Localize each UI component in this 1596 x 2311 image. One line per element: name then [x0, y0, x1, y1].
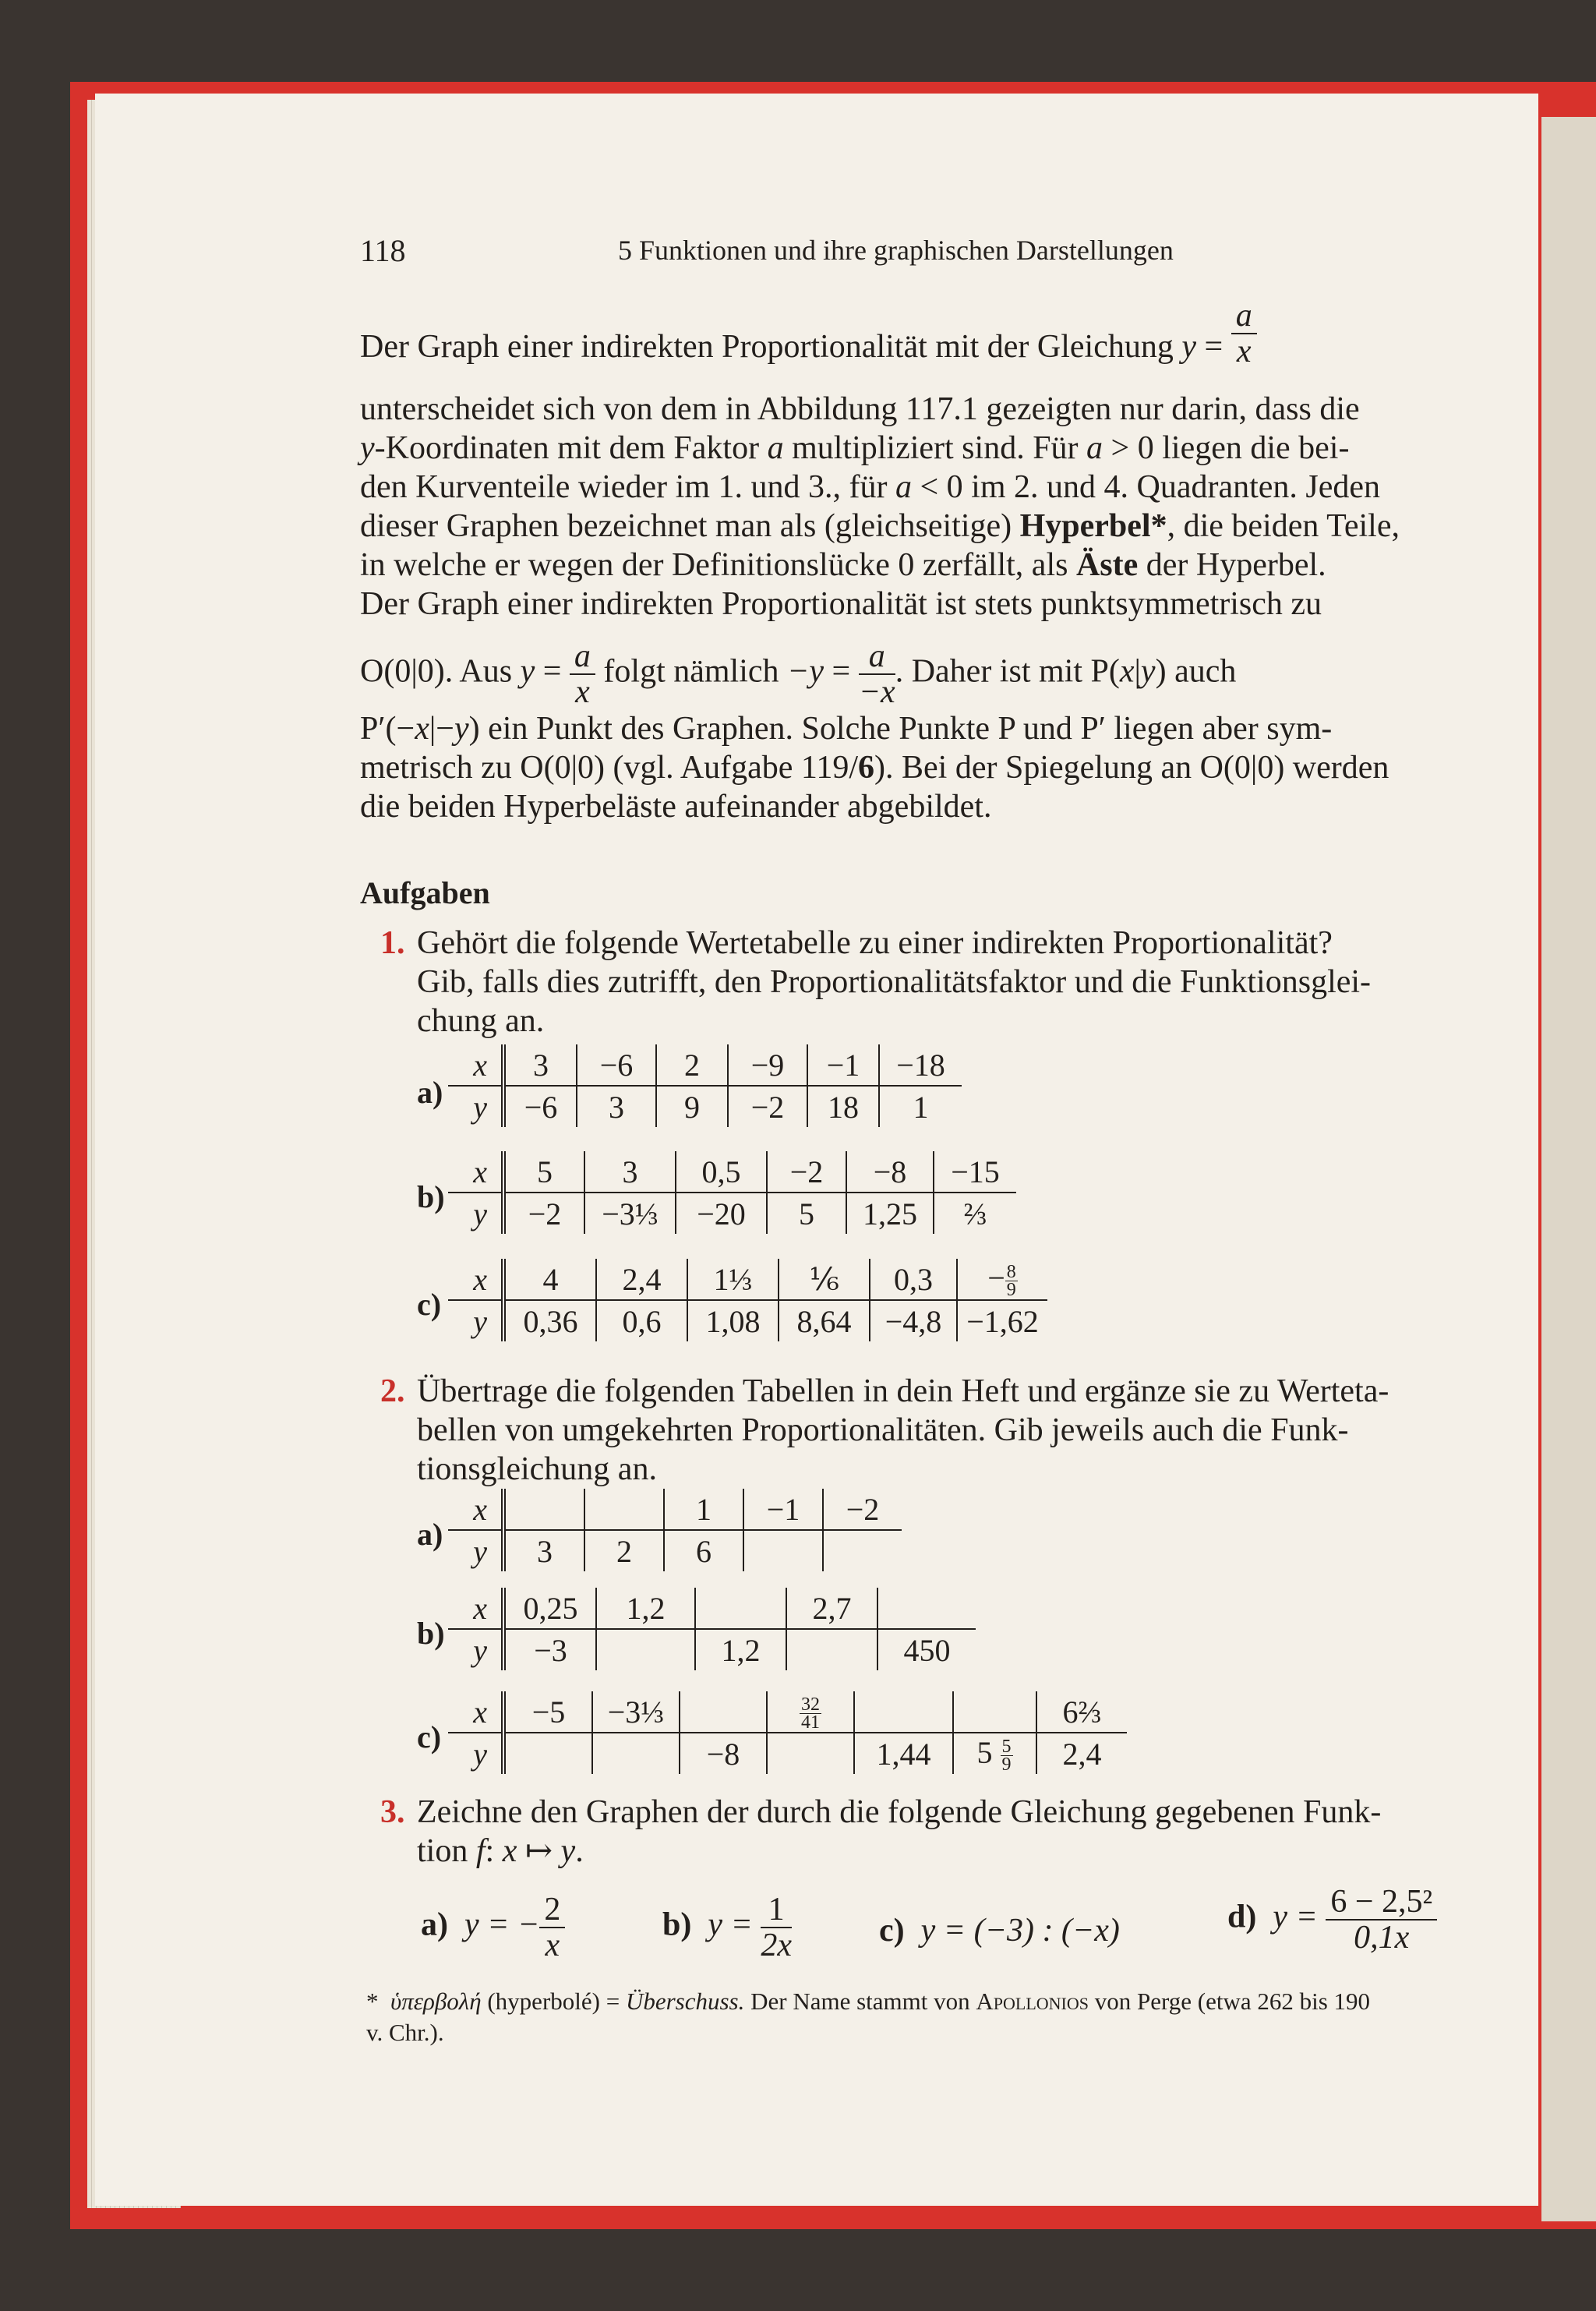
table-cell: − $\frac{8}{9}$ [957, 1259, 1047, 1300]
task-1-line-1: Gehört die folgende Wertetabelle zu einer indirekten Proportionalität? [417, 925, 1333, 961]
page-number: 118 [360, 233, 406, 268]
table-row-y: y 0,36 0,6 1,08 8,64 −4,8 −1,62 [448, 1300, 1047, 1341]
table-cell [680, 1691, 767, 1733]
table-cell: 2 [656, 1044, 728, 1086]
table-cell: 2,7 [786, 1588, 877, 1629]
table-cell [743, 1530, 823, 1571]
table-cell [877, 1588, 976, 1629]
table-row-x: x 3 −6 2 −9 −1 −18 [448, 1044, 962, 1086]
table-cell [592, 1733, 680, 1774]
table-cell: −2 [823, 1489, 902, 1530]
facing-page-edge [1541, 117, 1596, 2221]
equation-3c: c) y = (−3) : (−x) [879, 1913, 1120, 1949]
table-cell: 0,36 [503, 1300, 596, 1341]
body-line-8: O(0|0). Aus y = $\frac{a}{x}$ folgt nämlich −y = $\frac{a}{-x}$ . Daher ist mit P(x|y) auch [360, 638, 1237, 710]
table-cell [767, 1733, 854, 1774]
table-cell: 2 [584, 1530, 664, 1571]
table-cell [584, 1489, 664, 1530]
table-cell: −2 [503, 1193, 584, 1234]
equation-3a: a) y = − $\frac{2}{x}$ [421, 1892, 565, 1963]
body-line-6: in welche er wegen der Definitionslücke 0 zerfällt, als Äste der Hyperbel. [360, 547, 1326, 583]
table-cell: −6 [503, 1086, 577, 1127]
table-cell: 1,44 [854, 1733, 953, 1774]
value-table-1c [448, 1259, 1047, 1341]
table-cell: 5 [503, 1151, 584, 1193]
table-cell: 1,08 [687, 1300, 779, 1341]
task-3-line-2: tion f: x ↦ y. [417, 1833, 584, 1869]
table-cell: −15 [934, 1151, 1016, 1193]
table-row-x: x −5 −3⅓ $\frac{32}{41}$ 6⅔ [448, 1691, 1127, 1733]
table-cell: ⅙ [779, 1259, 870, 1300]
table-row-x: x 1 −1 −2 [448, 1489, 902, 1530]
fraction: $\frac{2}{x}$ [539, 1892, 565, 1963]
table-2c-label: c) [417, 1719, 442, 1754]
section-heading-aufgaben: Aufgaben [360, 875, 490, 910]
table-cell: −5 [503, 1691, 592, 1733]
table-row-x: x 4 2,4 1⅓ ⅙ 0,3 − $\frac{8}{9}$ [448, 1259, 1047, 1300]
table-cell: 1⅓ [687, 1259, 779, 1300]
table-1a-label: a) [417, 1075, 443, 1110]
table-cell: 5 [767, 1193, 846, 1234]
table-cell: 0,5 [676, 1151, 767, 1193]
table-row-y: y −6 3 9 −2 18 1 [448, 1086, 962, 1127]
table-cell: 0,25 [503, 1588, 596, 1629]
body-line-10: metrisch zu O(0|0) (vgl. Aufgabe 119/6). Bei der Spiegelung an O(0|0) werden [360, 750, 1389, 786]
table-cell: 3 [584, 1151, 676, 1193]
table-cell: 450 [877, 1629, 976, 1670]
table-cell: −9 [728, 1044, 807, 1086]
task-3-line-1: Zeichne den Graphen der durch die folgende Gleichung gegebenen Funk- [417, 1794, 1382, 1830]
table-cell: $\frac{32}{41}$ [767, 1691, 854, 1733]
table-cell: 5 $\frac{5}{9}$ [953, 1733, 1036, 1774]
table-row-y: y −3 1,2 450 [448, 1629, 976, 1670]
table-row-y: y −8 1,44 5 $\frac{5}{9}$ 2,4 [448, 1733, 1127, 1774]
task-3-number: 3. [380, 1794, 405, 1830]
fraction-a-over-x-2: $\frac{a}{x}$ [570, 639, 595, 709]
body-line-11: die beiden Hyperbeläste aufeinander abgebildet. [360, 789, 992, 825]
table-cell: −8 [846, 1151, 934, 1193]
table-cell [823, 1530, 902, 1571]
table-cell: 6 [664, 1530, 743, 1571]
table-cell [953, 1691, 1036, 1733]
table-cell: 1 [664, 1489, 743, 1530]
table-cell: 9 [656, 1086, 728, 1127]
table-cell: 0,3 [870, 1259, 957, 1300]
table-cell: 3 [577, 1086, 656, 1127]
equation-3b: b) y = $\frac{1}{2x}$ [662, 1892, 792, 1963]
table-cell: 8,64 [779, 1300, 870, 1341]
table-cell: 4 [503, 1259, 596, 1300]
value-table-2b [448, 1588, 976, 1670]
table-cell [503, 1489, 584, 1530]
table-2b-label: b) [417, 1616, 445, 1651]
table-cell: −20 [676, 1193, 767, 1234]
table-cell: −18 [879, 1044, 962, 1086]
equation-3d: d) y = $\frac{\text{6 − 2,5²}}{0,1x}$ [1227, 1885, 1437, 1955]
table-cell [695, 1588, 786, 1629]
table-row-y: y −2 −3⅓ −20 5 1,25 ⅔ [448, 1193, 1016, 1234]
task-2-line-2: bellen von umgekehrten Proportionalitäten. Gib jeweils auch die Funk- [417, 1412, 1349, 1448]
table-cell: 3 [503, 1530, 584, 1571]
table-cell: 1,2 [596, 1588, 695, 1629]
table-row-x: x 0,25 1,2 2,7 [448, 1588, 976, 1629]
body-line-9: P′(−x|−y) ein Punkt des Graphen. Solche Punkte P und P′ liegen aber sym- [360, 711, 1333, 747]
table-cell: −6 [577, 1044, 656, 1086]
table-cell: 1 [879, 1086, 962, 1127]
table-cell: −2 [728, 1086, 807, 1127]
table-cell: 6⅔ [1036, 1691, 1127, 1733]
table-row-y: y 3 2 6 [448, 1530, 902, 1571]
task-2-line-1: Übertrage die folgenden Tabellen in dein Heft und ergänze sie zu Werteta- [417, 1373, 1389, 1409]
table-cell: −3⅓ [592, 1691, 680, 1733]
table-cell: 2,4 [1036, 1733, 1127, 1774]
value-table-1b [448, 1151, 1016, 1234]
table-cell: 18 [807, 1086, 879, 1127]
task-2-number: 2. [380, 1373, 405, 1409]
fraction: $\frac{1}{2x}$ [761, 1892, 792, 1963]
body-line-1: Der Graph einer indirekten Proportionalität mit der Gleichung y = $\frac{a}{x}$ [360, 327, 1467, 369]
table-1b-label: b) [417, 1179, 445, 1214]
table-cell [854, 1691, 953, 1733]
table-2a-label: a) [417, 1517, 443, 1552]
table-cell: −3⅓ [584, 1193, 676, 1234]
body-line-2: unterscheidet sich von dem in Abbildung 117.1 gezeigten nur darin, dass die [360, 391, 1360, 427]
table-cell [786, 1629, 877, 1670]
table-cell [503, 1733, 592, 1774]
task-2-line-3: tionsgleichung an. [417, 1451, 657, 1487]
table-row-x: x 5 3 0,5 −2 −8 −15 [448, 1151, 1016, 1193]
footnote-line-1: * ὑπερβολή (hyperbolé) = Überschuss. Der Name stammt von Apollonios von Perge (etwa 262 bis 190 [366, 1988, 1371, 2015]
fraction-a-over-minus-x: $\frac{a}{-x}$ [858, 638, 895, 710]
task-1-number: 1. [380, 925, 405, 961]
running-header: 5 Funktionen und ihre graphischen Darstellungen [618, 235, 1174, 266]
table-cell: −1 [743, 1489, 823, 1530]
body-line-3: y-Koordinaten mit dem Faktor a multipliziert sind. Für a > 0 liegen die bei- [360, 430, 1350, 466]
table-1c-label: c) [417, 1287, 442, 1322]
value-table-1a [448, 1044, 962, 1127]
task-1-line-3: chung an. [417, 1003, 545, 1039]
table-cell: 1,2 [695, 1629, 786, 1670]
table-cell: −8 [680, 1733, 767, 1774]
table-cell: −1 [807, 1044, 879, 1086]
table-cell: 0,6 [596, 1300, 687, 1341]
body-line-7: Der Graph einer indirekten Proportionalität ist stets punktsymmetrisch zu [360, 586, 1322, 622]
table-cell: −3 [503, 1629, 596, 1670]
body-line-5: dieser Graphen bezeichnet man als (gleichseitige) Hyperbel*, die beiden Teile, [360, 508, 1400, 544]
table-cell: 1,25 [846, 1193, 934, 1234]
table-cell: −4,8 [870, 1300, 957, 1341]
table-cell [596, 1629, 695, 1670]
table-cell: 3 [503, 1044, 577, 1086]
value-table-2a [448, 1489, 902, 1571]
value-table-2c [448, 1691, 1127, 1774]
fraction-a-over-x: $\frac{a}{x}$ [1231, 299, 1257, 369]
table-cell: −2 [767, 1151, 846, 1193]
table-cell: 2,4 [596, 1259, 687, 1300]
footnote-line-2: v. Chr.). [366, 2019, 444, 2046]
fraction: $\frac{\text{6 − 2,5²}}{0,1x}$ [1326, 1885, 1437, 1955]
task-1-line-2: Gib, falls dies zutrifft, den Proportionalitätsfaktor und die Funktionsglei- [417, 964, 1372, 1000]
table-cell: −1,62 [957, 1300, 1047, 1341]
body-line-4: den Kurventeile wieder im 1. und 3., für a < 0 im 2. und 4. Quadranten. Jeden [360, 469, 1381, 505]
table-cell: ⅔ [934, 1193, 1016, 1234]
